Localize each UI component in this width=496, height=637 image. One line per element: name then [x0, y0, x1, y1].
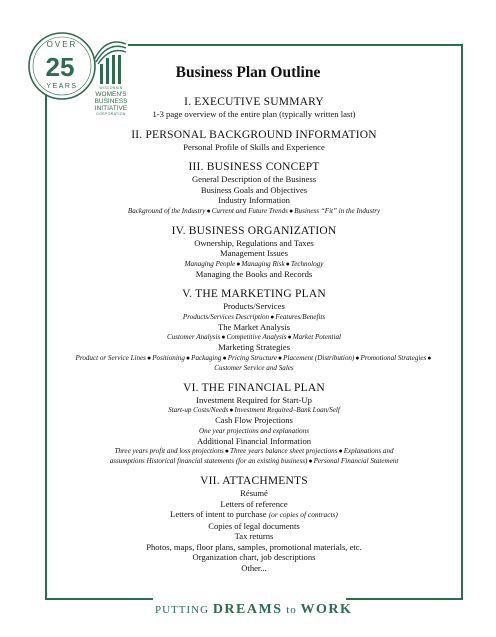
section-line: Industry Information [218, 195, 290, 205]
frame-top-line [128, 44, 463, 46]
logo-org-line4: INITIATIVE [94, 105, 128, 112]
logo-number-text: 25 [45, 52, 75, 82]
attachment-item-intent [48, 509, 460, 521]
section-heading: III. BUSINESS CONCEPT [188, 161, 320, 173]
bullet-icon: ● [229, 406, 234, 414]
subitem: Current and Future Trends [211, 206, 288, 215]
subitem: assumptions Historical financial statements (for an existing business) [109, 457, 308, 465]
subitem: Products/Services Description [182, 312, 270, 321]
bullet-icon: ● [355, 353, 360, 362]
subitem: Packaging [191, 353, 222, 362]
section-line: Management Issues [219, 248, 289, 258]
subitem: Business “Fit” in the Industry [294, 206, 381, 215]
section-marketing-plan [48, 288, 460, 373]
section-line: Business Goals and Objectives [200, 184, 308, 195]
attachment-item: Letters of reference [220, 498, 288, 509]
subitem: Market Potential [292, 333, 341, 341]
subitem: Product or Service Lines [75, 353, 146, 362]
section-line: 1-3 page overview of the entire plan (typically written last) [152, 109, 356, 119]
section-line: Personal Profile of Skills and Experience [183, 141, 325, 152]
bullet-icon: ● [146, 353, 152, 362]
attachment-item: Résumé [240, 488, 268, 498]
tagline-part: to [286, 604, 297, 616]
attachment-item: Tax returns [234, 531, 274, 541]
subitem: Pricing Structure [227, 353, 277, 362]
section-subitems [48, 405, 460, 415]
section-business-organization [48, 225, 460, 280]
attachment-item: Other... [241, 562, 267, 573]
attachment-item: Photos, maps, floor plans, samples, promotional materials, etc. [146, 541, 362, 552]
section-subitems [48, 206, 460, 216]
bullet-icon: ● [185, 353, 191, 362]
section-heading: V. THE MARKETING PLAN [182, 288, 326, 300]
section-personal-background [48, 129, 460, 153]
section-subitems [48, 363, 460, 373]
bullet-icon: ● [288, 206, 294, 215]
attachment-item: Organization chart, job descriptions [192, 552, 316, 562]
subitem: Investment Required–Bank Loan/Self [234, 406, 340, 414]
logo-org-line5: CORPORATION [96, 112, 126, 116]
bullet-icon: ● [285, 259, 290, 268]
logo-org-line1: WISCONSIN [99, 86, 123, 90]
section-subitems [48, 446, 460, 456]
page-title: Business Plan Outline [175, 64, 321, 81]
section-line: Cash Flow Projections [215, 415, 293, 425]
tagline-part: PUTTING [155, 604, 210, 616]
tagline-emphasis: WORK [300, 602, 353, 617]
subitem: Managing Risk [241, 259, 285, 268]
bullet-icon: ● [224, 447, 230, 455]
section-business-concept [48, 161, 460, 216]
footer-tagline [155, 602, 353, 618]
section-line: Products/Services [223, 301, 285, 311]
section-subitems [48, 312, 460, 322]
subitem: Features/Benefits [275, 312, 326, 321]
section-line: Investment Required for Start-Up [196, 394, 312, 405]
section-financial-plan [48, 382, 460, 467]
section-line: General Description of the Business [191, 174, 317, 184]
outline-content [48, 96, 460, 582]
section-subitems [48, 426, 460, 436]
section-heading: II. PERSONAL BACKGROUND INFORMATION [131, 128, 377, 141]
logo-org-line2: WOMEN'S [95, 91, 127, 98]
attachment-note: (or copies of contracts) [268, 510, 338, 519]
section-line: Marketing Strategies [218, 342, 290, 352]
section-subitems [48, 332, 460, 342]
bullet-icon: ● [308, 457, 313, 465]
tagline-emphasis: DREAMS [212, 602, 283, 617]
section-heading: IV. BUSINESS ORGANIZATION [171, 224, 337, 237]
bullet-icon: ● [338, 447, 343, 455]
section-heading: I. EXECUTIVE SUMMARY [184, 96, 324, 108]
attachment-item: Copies of legal documents [208, 520, 300, 531]
section-line: Ownership, Regulations and Taxes [194, 237, 314, 248]
section-heading: VI. THE FINANCIAL PLAN [183, 381, 325, 394]
section-attachments [48, 475, 460, 573]
bullet-icon: ● [270, 312, 275, 321]
subitem: Technology [290, 259, 324, 268]
bullet-icon: ● [427, 353, 432, 362]
subitem: Customer Service and Sales [214, 363, 294, 372]
subitem: One year projections and explanations [198, 426, 310, 435]
bullet-icon: ● [222, 353, 227, 362]
frame-bottom-left-line [45, 598, 153, 600]
subitem: Competitive Analysis [226, 333, 287, 341]
subitem: Positioning [152, 353, 185, 362]
bullet-icon: ● [287, 333, 292, 341]
logo-years-text: YEARS [46, 83, 78, 90]
subitem: Personal Financial Statement [313, 457, 399, 465]
section-executive-summary [48, 96, 460, 120]
bullet-icon: ● [277, 353, 283, 362]
bullet-icon: ● [236, 259, 241, 268]
section-subitems [48, 456, 460, 466]
section-subitems [48, 259, 460, 269]
subitem: Three years profit and loss projections [114, 447, 224, 455]
section-subitems [44, 353, 464, 363]
subitem: Managing People [184, 259, 236, 268]
section-line: Managing the Books and Records [195, 268, 313, 279]
bullet-icon: ● [221, 333, 226, 341]
frame-bottom-right-line [346, 598, 463, 600]
section-line: The Market Analysis [217, 321, 291, 332]
subitem: Placement (Distribution) [283, 353, 355, 362]
subitem: Promotional Strategies [360, 353, 427, 362]
subitem: Start-up Costs/Needs [168, 406, 229, 414]
frame-right-line [461, 44, 463, 599]
section-line: Additional Financial Information [196, 435, 312, 446]
logo-org-line3: BUSINESS [94, 98, 128, 105]
subitem: Customer Analysis [167, 333, 221, 341]
subitem: Explanations and [343, 447, 394, 455]
logo-over-text: OVER [46, 40, 78, 49]
frame-left-line [45, 94, 47, 599]
bullet-icon: ● [206, 206, 211, 215]
attachment-item: Letters of intent to purchase [170, 509, 267, 519]
subitem: Three years balance sheet projections [230, 447, 338, 455]
subitem: Background of the Industry [127, 206, 206, 215]
section-heading: VII. ATTACHMENTS [200, 475, 308, 487]
